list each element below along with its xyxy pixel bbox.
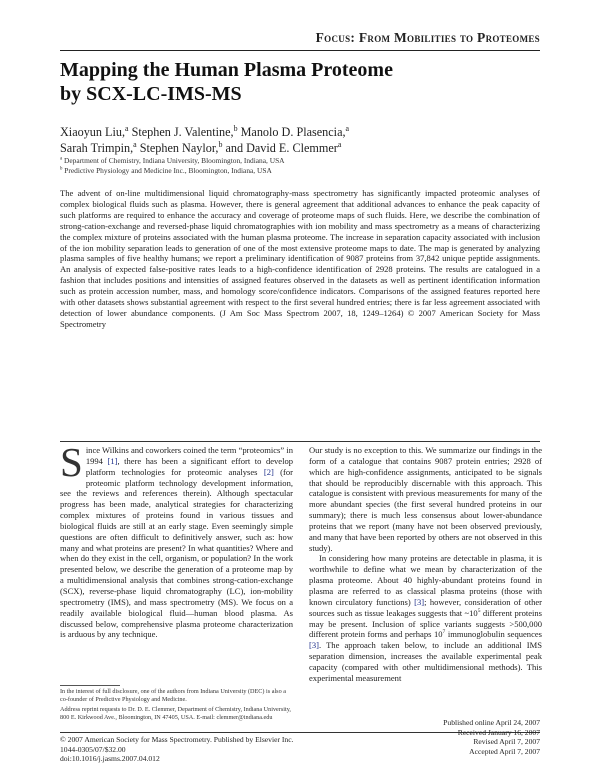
title-line-1: Mapping the Human Plasma Proteome xyxy=(60,59,393,81)
author-list xyxy=(60,124,540,156)
date-received: Received January 16, 2007 xyxy=(457,727,540,737)
date-accepted: Accepted April 7, 2007 xyxy=(469,746,540,756)
date-published: Published online April 24, 2007 xyxy=(443,718,540,727)
affiliation: $^b$ Predictive Physiology and Medicine Inc., Bloomington, Indiana, USA xyxy=(60,165,272,175)
affiliation: $^a$ Department of Chemistry, Indiana University, Bloomington, Indiana, USA xyxy=(60,156,285,165)
title-line-2: by SCX-LC-IMS-MS xyxy=(60,83,242,105)
author: Stephen J. Valentine,$^b$ xyxy=(131,123,238,139)
paragraph: Since Wilkins and coworkers coined the term “proteomics” in 1994 [1], there has been a significant effort to develop platform technologies for proteomic analyses [2] (for proteomic platform technology development information, see the reviews and references therein). Although spectacular progress has been made, analytical strategies for characterizing complex mixtures of proteins found in various tissues and biological fluids are still at an early stage. Even seemingly simple questions are often difficult to definitively answer, such as: how many and what proteins are present? In what quantities? Where and when do they exist in the cell, organism, or population? In the work presented below, we describe the generation of a proteome map by a multidimensional analysis that combines strong-cation-exchange (SCX), reverse-phase liquid chromatography (LC), ion-mobility spectrometry (IMS), and mass spectrometry (MS). We focus on a readily available biological fluid—human blood plasma. As discussed below, comprehensive plasma proteome characterization is arduous by any technique. xyxy=(60,439,293,640)
author: Xiaoyun Liu,$^a$ xyxy=(60,123,129,139)
issn-line: 1044-0305/07/$32.00 xyxy=(60,744,126,754)
reference-link[interactable]: [1] xyxy=(107,455,118,466)
section-label: Focus: From Mobilities to Proteomes xyxy=(315,30,540,45)
footnote-disclosure: In the interest of full disclosure, one of the authors from Indiana University (DEC) is also a co-founder of Predictive Physiology and Medicine. xyxy=(60,688,286,703)
paragraph: Our study is no exception to this. We summarize our findings in the form of a catalogue that contains 9087 protein entries; 2928 of which are high-confidence assignments, anticipated to be signals that should be reproducibly discernable with this approach. This catalogue is consistent with previous measurements for many of the more abundant species (the first several hundred proteins in our summary); there is much less consensus about lower-abundance proteins that we report (many have not been observed previously, and many that have been reported by others are not observed in this study). xyxy=(309,445,542,553)
affiliations xyxy=(60,156,540,175)
body-column-left xyxy=(60,439,293,640)
abstract-text: The advent of on-line multidimensional liquid chromatography-mass spectrometry has significantly impacted proteomic analyses of complex biological fluids such as plasma. However, there is general agreement that additional advances to enhance the peak capacity of such platforms are required to enhance the accuracy and coverage of proteome maps of such fluids. Here, we describe the combination of strong-cation-exchange and reversed-phase liquid chromatographies with ion mobility and mass spectrometry as a means of characterizing the complex mixture of proteins associated with the human plasma proteome. The increase in separation capacity associated with inclusion of the ion mobility separation leads to generation of one of the most extensive proteome maps to date. The map is generated by analyzing plasma samples of five healthy humans; we report a preliminary identification of 9087 proteins from 37,842 unique peptide assignments. An analysis of expected false-positive rates leads to a high-confidence identification of 2928 proteins. The results are catalogued in a fashion that includes positions and intensities of assigned features observed in the datasets as well as pertinent identification information such as protein accession number, mass, and homology score/confidence indicators. Comparisons of the assigned features reported here with other datasets shows substantial agreement with respect to the first several hundred entries; there is far less agreement associated with detection of lower abundance components. xyxy=(60,188,540,318)
article-title xyxy=(60,58,540,106)
body-column-right xyxy=(309,445,542,684)
abstract xyxy=(60,188,540,330)
footnote-reprint: Address reprint requests to Dr. D. E. Clemmer, Department of Chemistry, Indiana University, 800 E. Kirkwood Ave., Bloomington, IN 47405, USA. E-mail: clemmer@indiana.edu xyxy=(60,706,291,721)
publication-dates xyxy=(340,718,540,756)
reference-link[interactable]: [3] xyxy=(414,596,425,607)
drop-cap: S xyxy=(60,439,83,485)
reference-link[interactable]: [2] xyxy=(263,466,274,477)
date-revised: Revised April 7, 2007 xyxy=(473,737,540,746)
abstract-rule xyxy=(60,441,540,442)
author: and David E. Clemmer$^a$ xyxy=(225,139,342,155)
footnotes xyxy=(60,688,293,724)
reference-link[interactable]: [3] xyxy=(309,640,319,651)
header-rule xyxy=(60,50,540,51)
author: Manolo D. Plasencia,$^a$ xyxy=(240,123,350,139)
author: Stephen Naylor,$^b$ xyxy=(139,139,223,155)
footnote-rule xyxy=(60,685,120,686)
copyright-block xyxy=(60,735,350,764)
copyright-line: © 2007 American Society for Mass Spectrometry. Published by Elsevier Inc. xyxy=(60,735,294,744)
author: Sarah Trimpin,$^a$ xyxy=(60,139,137,155)
doi-line[interactable]: doi:10.1016/j.jasms.2007.04.012 xyxy=(60,754,160,763)
paragraph: In considering how many proteins are detectable in plasma, it is worthwhile to define what we mean by characterization of the plasma proteome. About 40 highly-abundant proteins found in plasma are referred to as classical plasma proteins (those with known circulatory functions) [3]; however, consideration of other sources such as tissue leakages suggests that $\sim 10^5$ different proteins may be present. Inclusion of splice variants suggests >500,000 different protein forms and perhaps $10^7$ immunoglobulin sequences [3]. The approach taken below, to include an additional IMS separation dimension, increases the available experimental peak capacity (compared with other multidimensional methods). This experimental measurement xyxy=(309,553,542,683)
abstract-citation: (J Am Soc Mass Spectrom 2007, 18, 1249–1264) © 2007 American Society for Mass Spectrometry xyxy=(60,307,540,329)
